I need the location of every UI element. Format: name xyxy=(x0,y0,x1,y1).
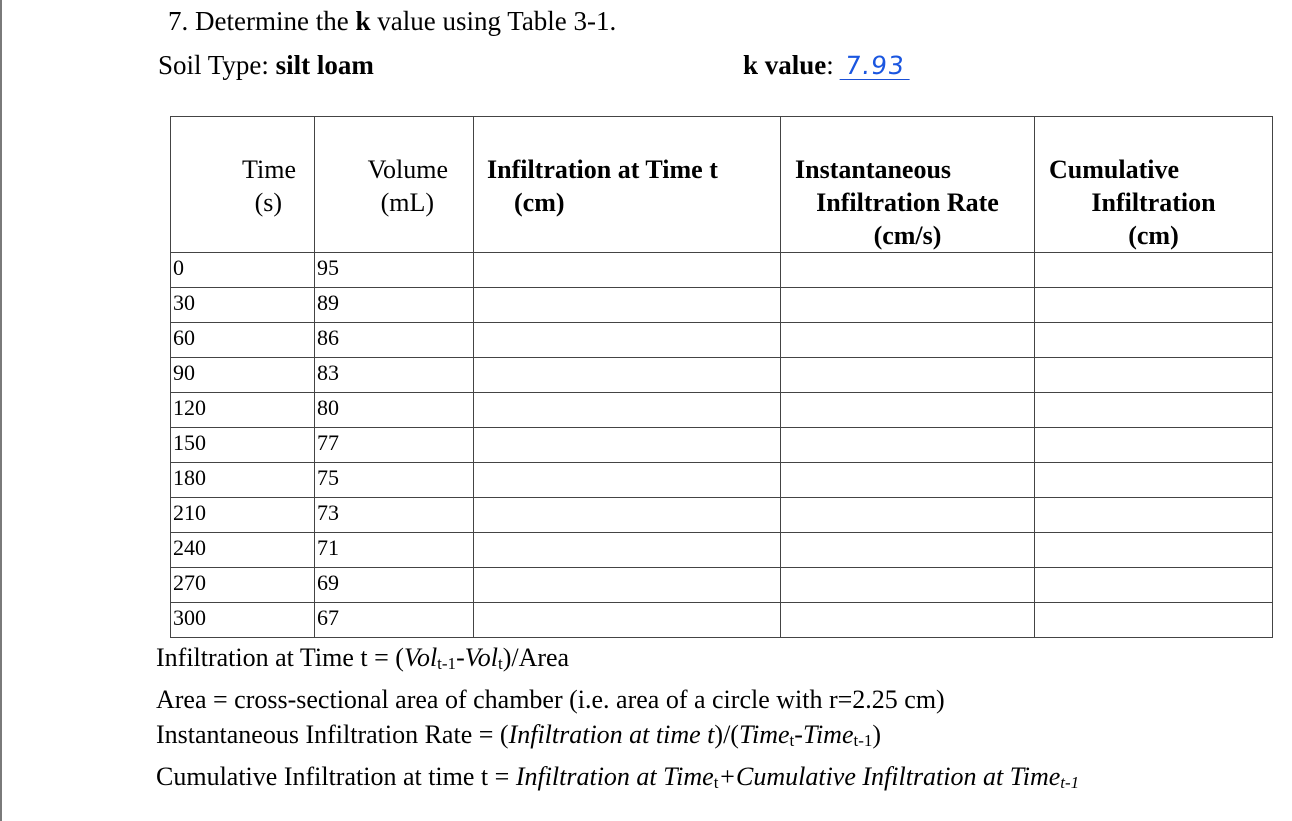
volume-cell: 73 xyxy=(315,498,474,533)
time-cell: 90 xyxy=(171,358,315,393)
infiltration-cell[interactable] xyxy=(474,568,781,603)
volume-cell: 71 xyxy=(315,533,474,568)
volume-cell: 80 xyxy=(315,393,474,428)
table-row xyxy=(171,498,1273,533)
k-value-colon: : xyxy=(826,50,834,80)
infiltration-cell[interactable] xyxy=(474,498,781,533)
formula-cumulative: Cumulative Infiltration at time t = Infiltration at Time$_t$+Cumulative Infiltration at Time$_{t-1}$ xyxy=(156,761,1080,792)
soil-type-value: silt loam xyxy=(275,50,374,80)
time-cell: 240 xyxy=(171,533,315,568)
infiltration-cell[interactable] xyxy=(474,533,781,568)
volume-cell: 67 xyxy=(315,603,474,638)
cumulative-infiltration-cell[interactable] xyxy=(1035,288,1273,323)
infiltration-cell[interactable] xyxy=(474,393,781,428)
time-cell: 60 xyxy=(171,323,315,358)
infiltration-cell[interactable] xyxy=(474,253,781,288)
time-cell: 0 xyxy=(171,253,315,288)
formula-infiltration: Infiltration at Time t = (Vol$_{t-1}$-Vol$_t$)/Area xyxy=(156,643,570,673)
time-cell: 210 xyxy=(171,498,315,533)
instantaneous-rate-cell[interactable] xyxy=(781,568,1035,603)
cumulative-infiltration-cell[interactable] xyxy=(1035,428,1273,463)
infiltration-cell[interactable] xyxy=(474,428,781,463)
instantaneous-rate-cell[interactable] xyxy=(781,498,1035,533)
header-time: Time (s) xyxy=(171,117,315,253)
time-cell: 120 xyxy=(171,393,315,428)
formula-instantaneous-rate: Instantaneous Infiltration Rate = (Infiltration at time t)/(Time$_t$-Time$_{t-1}$) xyxy=(156,720,882,750)
table-row xyxy=(171,288,1273,323)
infiltration-cell[interactable] xyxy=(474,358,781,393)
volume-cell: 77 xyxy=(315,428,474,463)
question-k-symbol: k xyxy=(355,6,371,36)
cumulative-infiltration-cell[interactable] xyxy=(1035,253,1273,288)
table-row xyxy=(171,358,1273,393)
cumulative-infiltration-cell[interactable] xyxy=(1035,498,1273,533)
table-row xyxy=(171,323,1273,358)
volume-cell: 75 xyxy=(315,463,474,498)
question-text-suffix: value using Table 3-1. xyxy=(377,6,617,36)
cumulative-infiltration-cell[interactable] xyxy=(1035,603,1273,638)
infiltration-cell[interactable] xyxy=(474,463,781,498)
volume-cell: 95 xyxy=(315,253,474,288)
k-value-line xyxy=(743,50,911,81)
instantaneous-rate-cell[interactable] xyxy=(781,358,1035,393)
table-row xyxy=(171,253,1273,288)
instantaneous-rate-cell[interactable] xyxy=(781,428,1035,463)
table-row xyxy=(171,603,1273,638)
soil-type-line xyxy=(158,50,374,81)
table-header-row xyxy=(171,117,1273,253)
time-cell: 300 xyxy=(171,603,315,638)
table-row xyxy=(171,463,1273,498)
infiltration-cell[interactable] xyxy=(474,603,781,638)
page-left-border xyxy=(0,0,2,821)
k-value-handwritten-answer: 7.93 xyxy=(839,53,912,80)
volume-cell: 89 xyxy=(315,288,474,323)
instantaneous-rate-cell[interactable] xyxy=(781,393,1035,428)
cumulative-infiltration-cell[interactable] xyxy=(1035,358,1273,393)
question-heading xyxy=(168,6,616,37)
instantaneous-rate-cell[interactable] xyxy=(781,288,1035,323)
time-cell: 30 xyxy=(171,288,315,323)
formula-notes xyxy=(156,640,1079,800)
table-row xyxy=(171,533,1273,568)
question-text-prefix: Determine the xyxy=(195,6,349,36)
header-instantaneous-rate: Instantaneous Infiltration Rate (cm/s) xyxy=(781,117,1035,253)
infiltration-cell[interactable] xyxy=(474,288,781,323)
infiltration-cell[interactable] xyxy=(474,323,781,358)
cumulative-infiltration-cell[interactable] xyxy=(1035,568,1273,603)
cumulative-infiltration-cell[interactable] xyxy=(1035,393,1273,428)
time-cell: 180 xyxy=(171,463,315,498)
instantaneous-rate-cell[interactable] xyxy=(781,463,1035,498)
instantaneous-rate-cell[interactable] xyxy=(781,533,1035,568)
table-row xyxy=(171,428,1273,463)
cumulative-infiltration-cell[interactable] xyxy=(1035,323,1273,358)
volume-cell: 69 xyxy=(315,568,474,603)
instantaneous-rate-cell[interactable] xyxy=(781,603,1035,638)
instantaneous-rate-cell[interactable] xyxy=(781,323,1035,358)
table-row xyxy=(171,568,1273,603)
table-row xyxy=(171,393,1273,428)
question-number: 7. xyxy=(168,6,189,36)
instantaneous-rate-cell[interactable] xyxy=(781,253,1035,288)
soil-type-label: Soil Type: xyxy=(158,50,269,80)
formula-area: Area = cross-sectional area of chamber (i.e. area of a circle with r=2.25 cm) xyxy=(156,684,945,714)
cumulative-infiltration-cell[interactable] xyxy=(1035,533,1273,568)
header-volume: Volume (mL) xyxy=(315,117,474,253)
header-cumulative-infiltration: Cumulative Infiltration (cm) xyxy=(1035,117,1273,253)
header-infiltration-at-time: Infiltration at Time t (cm) xyxy=(474,117,781,253)
volume-cell: 83 xyxy=(315,358,474,393)
volume-cell: 86 xyxy=(315,323,474,358)
k-value-label: k value xyxy=(743,50,827,80)
time-cell: 270 xyxy=(171,568,315,603)
cumulative-infiltration-cell[interactable] xyxy=(1035,463,1273,498)
time-cell: 150 xyxy=(171,428,315,463)
infiltration-data-table xyxy=(170,116,1273,638)
